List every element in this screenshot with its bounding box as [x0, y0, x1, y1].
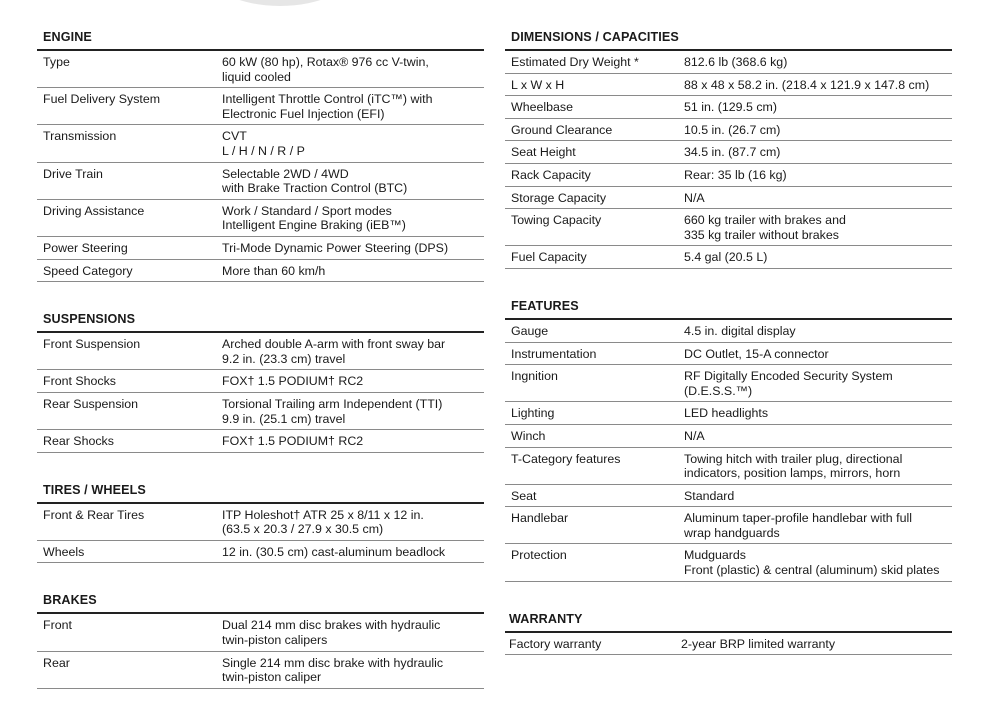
spec-label: Instrumentation: [511, 346, 597, 361]
spec-label: Type: [43, 55, 70, 69]
spec-value: Towing hitch with trailer plug, directional indicators, position lamps, mirrors, horn: [684, 451, 903, 481]
spec-value: Mudguards Front (plastic) & central (aluminum) skid plates: [684, 548, 940, 578]
decorative-top-shape: [205, 0, 355, 6]
spec-row: [505, 164, 952, 187]
spec-label: Rear Suspension: [43, 396, 139, 411]
spec-row: [505, 51, 952, 74]
spec-label: Fuel Delivery System: [43, 92, 161, 107]
spec-value: Selectable 2WD / 4WD with Brake Traction Control (BTC): [222, 166, 408, 196]
spec-row: [505, 633, 952, 656]
section-title: TIRES / WHEELS: [37, 480, 484, 504]
spec-label: Drive Train: [43, 166, 103, 181]
spec-row: [37, 260, 484, 283]
spec-value: ITP Holeshot† ATR 25 x 8/11 x 12 in. (63.5 x 20.3 / 27.9 x 30.5 cm): [222, 507, 424, 537]
spec-label: Fuel Capacity: [511, 250, 587, 265]
spec-label: L x W x H: [511, 77, 565, 92]
spec-value: CVT L / H / N / R / P: [222, 129, 305, 158]
spec-label: Estimated Dry Weight *: [511, 55, 639, 69]
spec-value: RF Digitally Encoded Security System (D.E.S.S.™): [684, 369, 893, 398]
spec-row: [505, 96, 952, 119]
spec-label: Seat: [511, 488, 537, 503]
spec-value: DC Outlet, 15-A connector: [684, 346, 829, 361]
spec-value: Arched double A-arm with front sway bar 9.2 in. (23.3 cm) travel: [222, 337, 446, 366]
spec-value: Tri-Mode Dynamic Power Steering (DPS): [222, 240, 449, 255]
spec-label: Speed Category: [43, 263, 133, 278]
spec-value: 88 x 48 x 58.2 in. (218.4 x 121.9 x 147.8 cm): [684, 77, 930, 92]
spec-label: Driving Assistance: [43, 203, 145, 218]
spec-value: FOX† 1.5 PODIUM† RC2: [222, 434, 364, 449]
spec-label: Front: [43, 618, 72, 633]
spec-value: Rear: 35 lb (16 kg): [684, 167, 787, 182]
spec-row: [505, 544, 952, 581]
spec-value: 12 in. (30.5 cm) cast-aluminum beadlock: [222, 544, 446, 559]
spec-row: [505, 74, 952, 97]
section-tires-wheels: [37, 480, 484, 564]
section-title: BRAKES: [37, 590, 484, 614]
spec-row: [37, 163, 484, 200]
spec-label: Front & Rear Tires: [43, 507, 145, 522]
spec-label: Gauge: [511, 323, 549, 338]
spec-label: Front Suspension: [43, 337, 141, 352]
spec-label: Towing Capacity: [511, 213, 602, 228]
spec-label: Handlebar: [511, 511, 569, 526]
section-engine: [37, 27, 484, 282]
spec-value: 2-year BRP limited warranty: [681, 636, 836, 651]
spec-row: [37, 200, 484, 237]
section-title: FEATURES: [505, 296, 952, 320]
spec-value: 10.5 in. (26.7 cm): [684, 122, 781, 137]
spec-row: [505, 187, 952, 210]
spec-label: Seat Height: [511, 145, 576, 160]
spec-label: Power Steering: [43, 240, 128, 255]
section-title: WARRANTY: [505, 609, 952, 633]
spec-row: [37, 430, 484, 453]
spec-label: Storage Capacity: [511, 190, 607, 205]
spec-row: [37, 504, 484, 541]
spec-label: Rear: [43, 655, 70, 670]
spec-value: Intelligent Throttle Control (iTC™) with Electronic Fuel Injection (EFI): [222, 92, 433, 121]
spec-value: More than 60 km/h: [222, 263, 326, 278]
spec-label: Wheels: [43, 544, 85, 559]
spec-value: 4.5 in. digital display: [684, 323, 796, 338]
spec-value: 812.6 lb (368.6 kg): [684, 55, 788, 69]
spec-row: [505, 507, 952, 544]
spec-row: [37, 333, 484, 370]
spec-label: Wheelbase: [511, 100, 573, 115]
spec-row: [37, 370, 484, 393]
spec-value: 51 in. (129.5 cm): [684, 100, 777, 115]
spec-row: [505, 448, 952, 485]
spec-value: Single 214 mm disc brake with hydraulic twin-piston caliper: [222, 655, 444, 685]
spec-row: [37, 88, 484, 125]
left-spec-column: [37, 27, 484, 716]
spec-value: Work / Standard / Sport modes Intelligent Engine Braking (iEB™): [222, 203, 406, 233]
spec-label: Protection: [511, 548, 567, 563]
spec-row: [505, 119, 952, 142]
section-title: DIMENSIONS / CAPACITIES: [505, 27, 952, 51]
spec-row: [37, 541, 484, 564]
spec-label: Factory warranty: [509, 636, 602, 651]
spec-row: [37, 125, 484, 162]
spec-value: N/A: [684, 190, 705, 205]
spec-row: [505, 320, 952, 343]
section-title: SUSPENSIONS: [37, 309, 484, 333]
spec-row: [37, 237, 484, 260]
right-spec-column: [505, 27, 952, 682]
spec-label: Ingnition: [511, 369, 558, 384]
spec-label: Front Shocks: [43, 374, 116, 389]
spec-row: [37, 393, 484, 430]
spec-value: N/A: [684, 428, 705, 443]
spec-value: Standard: [684, 488, 735, 503]
spec-label: Ground Clearance: [511, 122, 613, 137]
spec-value: 60 kW (80 hp), Rotax® 976 cc V-twin, liquid cooled: [222, 55, 429, 84]
spec-row: [37, 652, 484, 689]
spec-label: Transmission: [43, 129, 117, 144]
spec-row: [505, 209, 952, 246]
section-brakes: [37, 590, 484, 688]
spec-value: Dual 214 mm disc brakes with hydraulic twin-piston calipers: [222, 618, 441, 648]
spec-row: [37, 614, 484, 651]
spec-label: T-Category features: [511, 451, 621, 466]
spec-label: Rack Capacity: [511, 167, 591, 182]
spec-label: Rear Shocks: [43, 434, 114, 449]
spec-value: 660 kg trailer with brakes and 335 kg trailer without brakes: [684, 213, 846, 242]
spec-row: [505, 365, 952, 402]
spec-value: 5.4 gal (20.5 L): [684, 250, 768, 265]
spec-value: LED headlights: [684, 406, 769, 421]
spec-row: [505, 425, 952, 448]
spec-row: [505, 402, 952, 425]
section-features: [505, 296, 952, 582]
spec-row: [505, 141, 952, 164]
spec-row: [37, 51, 484, 88]
section-dimensions-capacities: [505, 27, 952, 269]
spec-row: [505, 246, 952, 269]
spec-value: 34.5 in. (87.7 cm): [684, 145, 781, 160]
spec-row: [505, 485, 952, 508]
spec-row: [505, 343, 952, 366]
spec-value: Torsional Trailing arm Independent (TTI) 9.9 in. (25.1 cm) travel: [222, 396, 443, 426]
spec-label: Lighting: [511, 406, 555, 421]
spec-label: Winch: [511, 428, 546, 443]
spec-value: Aluminum taper-profile handlebar with full wrap handguards: [684, 511, 912, 540]
spec-value: FOX† 1.5 PODIUM† RC2: [222, 374, 364, 389]
section-warranty: [505, 609, 952, 656]
section-suspensions: [37, 309, 484, 453]
section-title: ENGINE: [37, 27, 484, 51]
